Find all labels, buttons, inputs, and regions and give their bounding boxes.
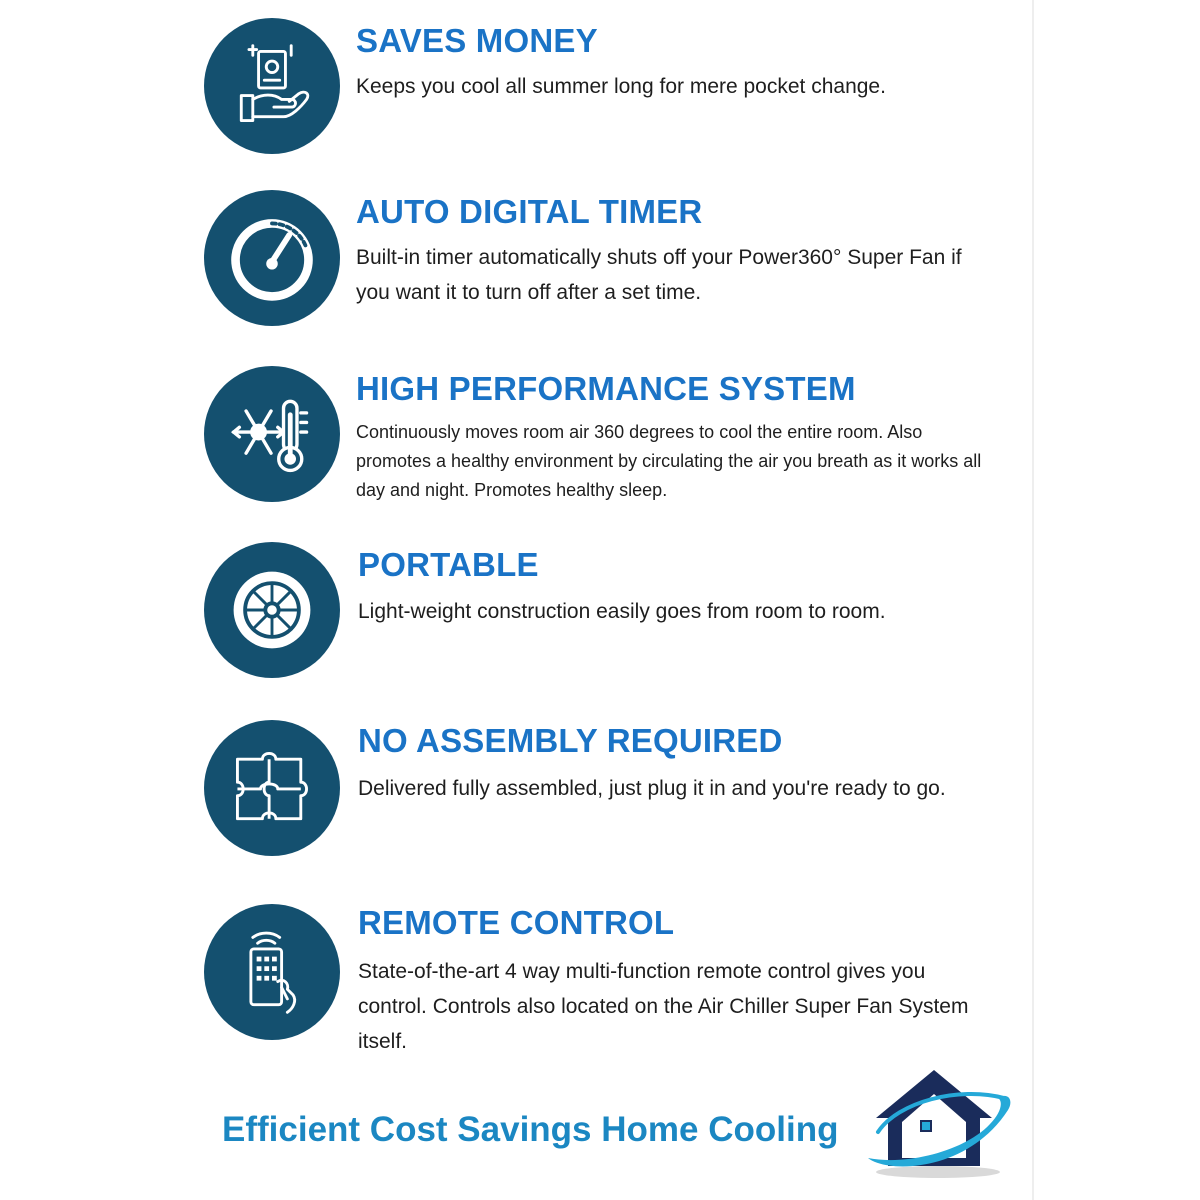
tagline: Efficient Cost Savings Home Cooling bbox=[222, 1110, 839, 1149]
feature-title: NO ASSEMBLY REQUIRED bbox=[358, 722, 783, 759]
feature-portable bbox=[0, 540, 1200, 690]
wheel-icon bbox=[204, 542, 340, 678]
feature-title: AUTO DIGITAL TIMER bbox=[356, 193, 703, 230]
feature-title: PORTABLE bbox=[358, 546, 539, 583]
money-hand-icon bbox=[204, 18, 340, 154]
feature-high-performance-system bbox=[0, 364, 1200, 514]
feature-auto-digital-timer bbox=[0, 186, 1200, 336]
feature-title: REMOTE CONTROL bbox=[358, 904, 675, 941]
puzzle-icon bbox=[204, 720, 340, 856]
snowflake-thermometer-icon bbox=[204, 366, 340, 502]
feature-description: State-of-the-art 4 way multi-function remote control gives you control. Controls also located on the Air Chiller Super Fan System itself. bbox=[358, 960, 969, 1053]
feature-description: Keeps you cool all summer long for mere pocket change. bbox=[356, 75, 886, 98]
feature-description: Delivered fully assembled, just plug it in and you're ready to go. bbox=[358, 777, 946, 800]
feature-title: SAVES MONEY bbox=[356, 22, 598, 59]
feature-description: Light-weight construction easily goes from room to room. bbox=[358, 600, 886, 623]
feature-title: HIGH PERFORMANCE SYSTEM bbox=[356, 370, 856, 407]
timer-gauge-icon bbox=[204, 190, 340, 326]
house-swoosh-logo-icon bbox=[858, 1062, 1018, 1182]
remote-control-icon bbox=[204, 904, 340, 1040]
feature-no-assembly-required bbox=[0, 718, 1200, 868]
feature-description: Continuously moves room air 360 degrees to cool the entire room. Also promotes a healthy environment by circulating the air you breath as it works all day and night. Promotes healthy sleep. bbox=[356, 422, 982, 500]
feature-description: Built-in timer automatically shuts off your Power360° Super Fan if you want it to turn off after a set time. bbox=[356, 246, 962, 304]
feature-saves-money bbox=[0, 14, 1200, 164]
feature-remote-control bbox=[0, 900, 1200, 1053]
